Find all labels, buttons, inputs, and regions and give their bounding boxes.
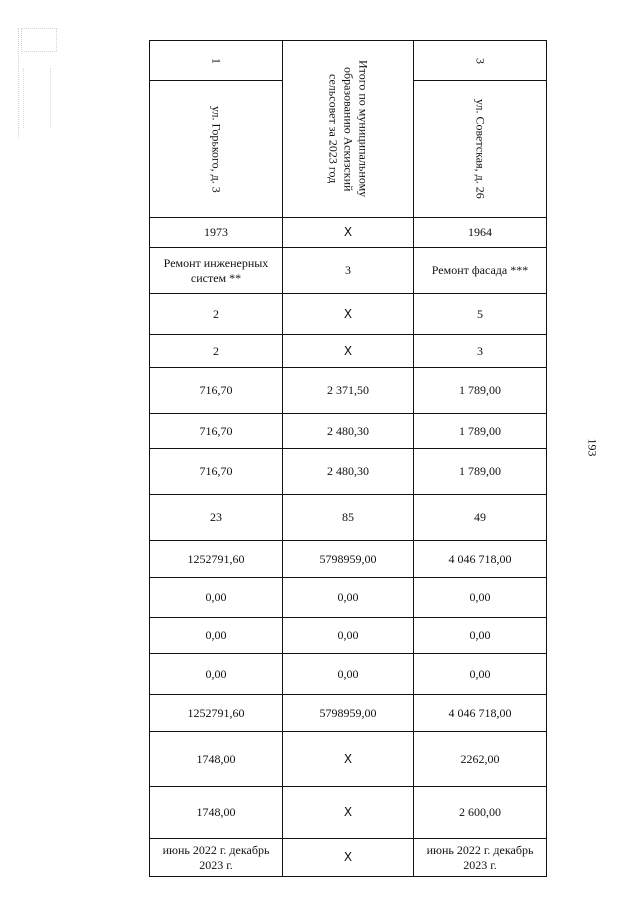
table-row: 23 85 49 [150, 495, 547, 541]
table-row: 0,00 0,00 0,00 [150, 654, 547, 695]
table-row: июнь 2022 г. декабрь 2023 г. Х июнь 2022 г. декабрь 2023 г. [150, 839, 547, 877]
scan-mark [18, 28, 59, 138]
data-table [149, 40, 547, 877]
table-row: 716,70 2 480,30 1 789,00 [150, 449, 547, 495]
table-row: 716,70 2 480,30 1 789,00 [150, 414, 547, 449]
table-row: 0,00 0,00 0,00 [150, 578, 547, 618]
address-1-cell: ул. Горького, д. 3 [150, 81, 283, 218]
table-row: 1252791,60 5798959,00 4 046 718,00 [150, 541, 547, 578]
page-number: 193 [585, 438, 600, 457]
col-number-3: 3 [414, 41, 547, 81]
header-row-numbers [150, 41, 547, 81]
table-row: 2 Х 3 [150, 335, 547, 368]
table-row: 1748,00 Х 2 600,00 [150, 787, 547, 839]
table-row: 2 Х 5 [150, 294, 547, 335]
table-row: 0,00 0,00 0,00 [150, 618, 547, 654]
table-row: 716,70 2 371,50 1 789,00 [150, 368, 547, 414]
col-number-1: 1 [150, 41, 283, 81]
table-row: Ремонт инженерных систем ** 3 Ремонт фасада *** [150, 248, 547, 294]
table-row: 1252791,60 5798959,00 4 046 718,00 [150, 695, 547, 732]
address-3-cell: ул. Советская, д. 26 [414, 81, 547, 218]
table-row: 1973 Х 1964 [150, 218, 547, 248]
table-row: 1748,00 Х 2262,00 [150, 732, 547, 787]
total-header-cell: Итого по муниципальному образованию Аскизский сельсовет за 2023 год [283, 41, 414, 218]
